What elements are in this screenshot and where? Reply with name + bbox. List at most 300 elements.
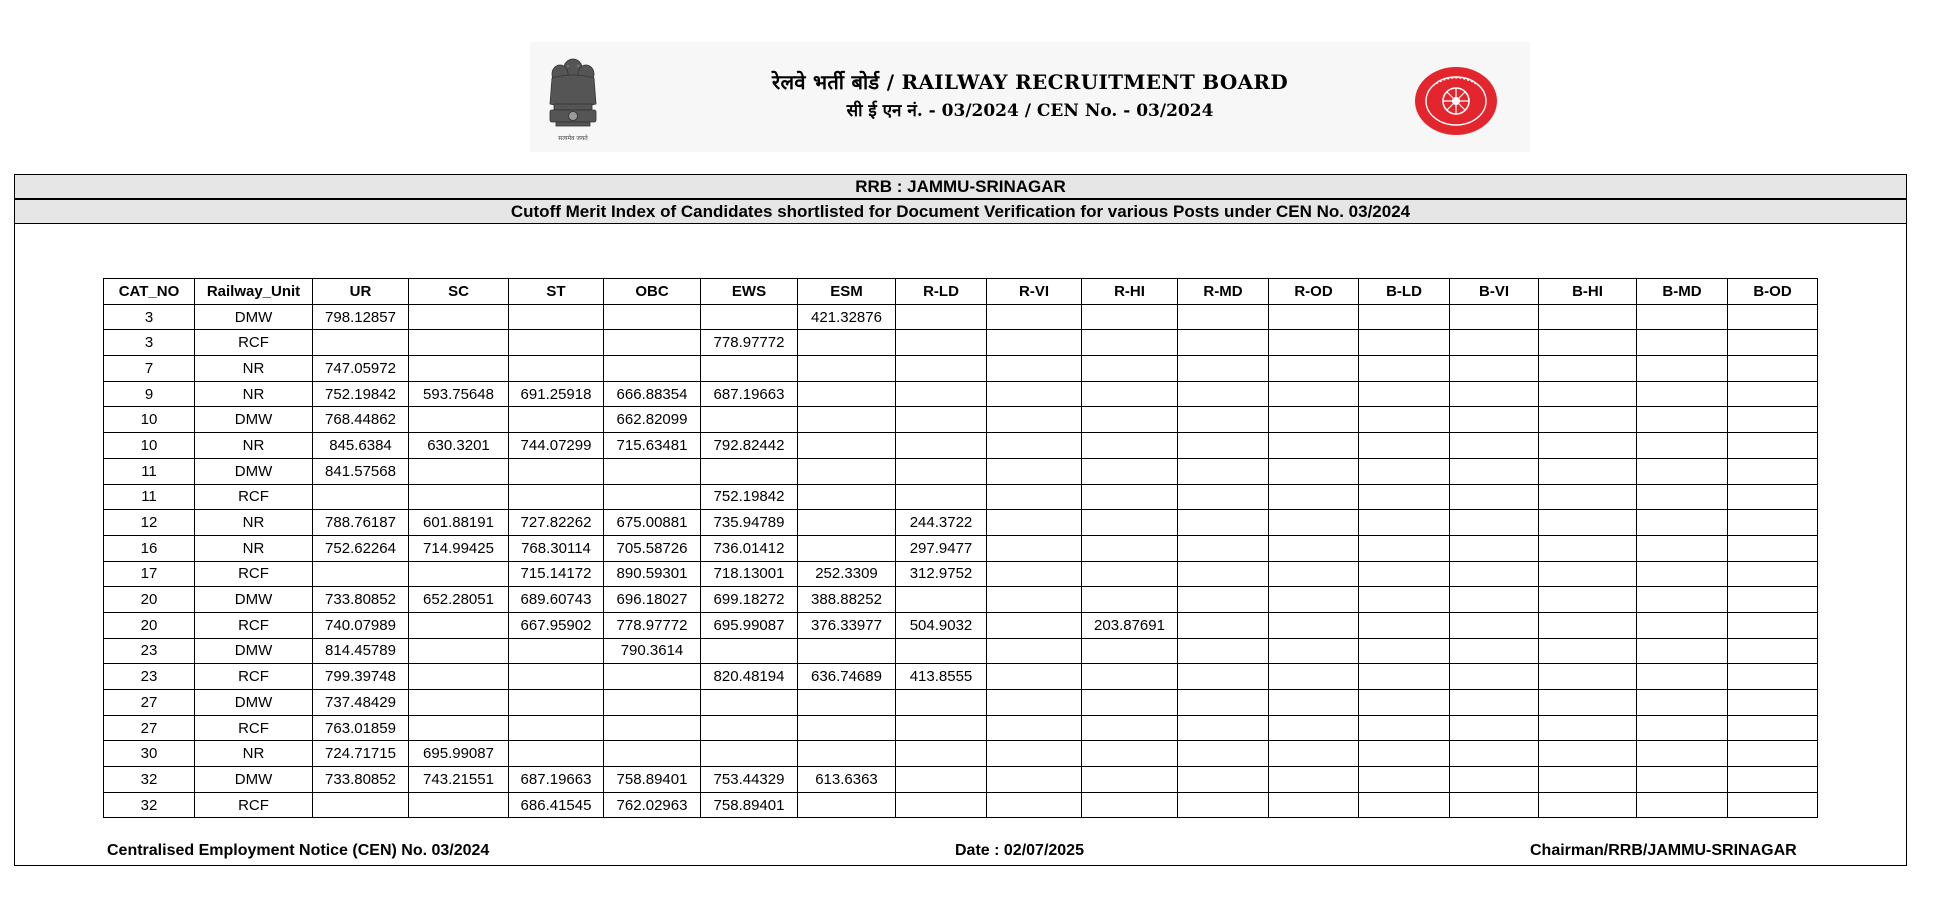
table-cell [1637,715,1728,741]
table-cell: 733.80852 [313,767,409,793]
table-cell [1450,715,1539,741]
table-cell: 735.94789 [701,510,798,536]
table-cell: 3 [104,304,195,330]
table-cell [1359,510,1450,536]
table-cell: 705.58726 [604,535,701,561]
table-cell: RCF [195,792,313,818]
table-cell [1269,664,1359,690]
table-cell [1450,433,1539,459]
table-cell [701,356,798,382]
table-cell [1539,433,1637,459]
table-row [104,690,1818,716]
table-row [104,407,1818,433]
table-cell [701,407,798,433]
table-cell: 699.18272 [701,587,798,613]
table-cell [1269,510,1359,536]
table-cell [987,407,1082,433]
table-cell [1637,458,1728,484]
header-band [530,42,1530,152]
table-cell [798,638,896,664]
table-cell: 758.89401 [701,792,798,818]
table-cell [509,715,604,741]
table-cell [509,356,604,382]
table-cell: 715.14172 [509,561,604,587]
table-cell [987,484,1082,510]
table-cell: NR [195,381,313,407]
table-cell [1728,330,1818,356]
table-cell: 841.57568 [313,458,409,484]
table-cell [1178,381,1269,407]
table-cell [1539,638,1637,664]
footer-date: Date : 02/07/2025 [955,842,1084,859]
table-cell: 727.82262 [509,510,604,536]
table-cell [896,792,987,818]
table-cell: DMW [195,638,313,664]
table-cell: 724.71715 [313,741,409,767]
table-cell [1728,433,1818,459]
table-cell [1082,433,1178,459]
table-cell [509,741,604,767]
table-cell [1539,484,1637,510]
table-cell: 601.88191 [409,510,509,536]
table-cell [1450,612,1539,638]
table-cell: 388.88252 [798,587,896,613]
table-cell [313,484,409,510]
table-cell: 312.9752 [896,561,987,587]
table-cell [1359,638,1450,664]
table-cell: 252.3309 [798,561,896,587]
table-cell [1082,510,1178,536]
table-row [104,356,1818,382]
table-cell [896,458,987,484]
table-cell [1178,561,1269,587]
table-cell [1728,484,1818,510]
table-row [104,767,1818,793]
table-cell: DMW [195,304,313,330]
table-cell [1178,664,1269,690]
table-cell [1728,741,1818,767]
table-cell [409,407,509,433]
table-cell: 715.63481 [604,433,701,459]
table-cell: 744.07299 [509,433,604,459]
column-header-b-md: B-MD [1637,279,1728,305]
table-cell: DMW [195,690,313,716]
table-cell [896,690,987,716]
table-cell [1637,664,1728,690]
table-cell [1539,715,1637,741]
table-cell: 11 [104,458,195,484]
table-cell [1178,407,1269,433]
table-cell [1269,767,1359,793]
table-cell [987,381,1082,407]
table-cell [798,741,896,767]
table-cell [1178,458,1269,484]
table-cell [896,741,987,767]
table-cell: 752.19842 [701,484,798,510]
table-cell: 662.82099 [604,407,701,433]
table-cell [1450,690,1539,716]
table-cell [1178,587,1269,613]
table-cell: RCF [195,561,313,587]
table-cell [509,330,604,356]
table-cell: 17 [104,561,195,587]
table-cell: 696.18027 [604,587,701,613]
table-cell [1269,356,1359,382]
table-cell [1450,407,1539,433]
table-cell: 820.48194 [701,664,798,690]
table-cell [896,330,987,356]
table-cell: 762.02963 [604,792,701,818]
table-cell [1082,561,1178,587]
table-cell [1728,587,1818,613]
table-cell [1359,356,1450,382]
table-cell [1359,664,1450,690]
table-cell: 788.76187 [313,510,409,536]
table-cell [1359,792,1450,818]
table-cell: 890.59301 [604,561,701,587]
table-cell: 799.39748 [313,664,409,690]
emblem-caption: सत्यमेव जयते [558,135,588,142]
table-cell: 763.01859 [313,715,409,741]
table-cell [1359,381,1450,407]
table-cell [1178,356,1269,382]
table-cell [604,458,701,484]
table-cell [1728,356,1818,382]
table-row [104,638,1818,664]
table-cell [1178,304,1269,330]
table-cell [1082,741,1178,767]
column-header-cat-no: CAT_NO [104,279,195,305]
column-header-st: ST [509,279,604,305]
table-cell [1450,356,1539,382]
table-cell [1178,484,1269,510]
table-cell [896,356,987,382]
table-cell [1082,690,1178,716]
table-cell: 666.88354 [604,381,701,407]
table-cell [604,356,701,382]
table-cell [987,664,1082,690]
table-cell [987,587,1082,613]
table-cell [1539,792,1637,818]
table-row [104,535,1818,561]
column-header-b-hi: B-HI [1539,279,1637,305]
table-cell [1450,767,1539,793]
table-cell [1082,330,1178,356]
table-cell: 689.60743 [509,587,604,613]
table-cell [1637,407,1728,433]
table-cell [896,715,987,741]
table-cell [1539,510,1637,536]
table-cell: 32 [104,767,195,793]
table-cell [1082,792,1178,818]
table-cell [409,715,509,741]
table-cell [1637,741,1728,767]
table-cell [987,535,1082,561]
table-cell [798,458,896,484]
table-cell [701,690,798,716]
table-cell [1269,587,1359,613]
table-cell [1359,741,1450,767]
table-header-row [104,279,1818,305]
table-cell [1359,561,1450,587]
column-header-b-vi: B-VI [1450,279,1539,305]
table-cell [1539,587,1637,613]
table-cell: 758.89401 [604,767,701,793]
table-cell [509,304,604,330]
table-cell: 27 [104,690,195,716]
table-cell [1450,381,1539,407]
table-cell: 747.05972 [313,356,409,382]
table-cell [1539,612,1637,638]
table-cell: 737.48429 [313,690,409,716]
table-cell [409,561,509,587]
table-cell [1269,433,1359,459]
table-body [104,304,1818,818]
table-cell [1450,587,1539,613]
table-cell: 768.44862 [313,407,409,433]
table-cell [1082,304,1178,330]
notice-title: Cutoff Merit Index of Candidates shortlisted for Document Verification for various Posts under CEN No. 03/2024 [14,199,1907,224]
table-cell [1269,304,1359,330]
table-cell [1269,612,1359,638]
column-header-esm: ESM [798,279,896,305]
table-cell [1728,407,1818,433]
table-cell [1269,690,1359,716]
table-cell: 743.21551 [409,767,509,793]
table-cell: 32 [104,792,195,818]
table-cell: 733.80852 [313,587,409,613]
table-cell: DMW [195,767,313,793]
table-cell [313,330,409,356]
table-cell [509,484,604,510]
table-cell: 790.3614 [604,638,701,664]
table-cell [1728,664,1818,690]
table-cell [1539,356,1637,382]
table-cell [509,407,604,433]
table-cell [1539,561,1637,587]
table-cell [1450,535,1539,561]
table-cell [1539,381,1637,407]
table-cell [509,690,604,716]
table-cell [798,407,896,433]
table-cell [1082,638,1178,664]
table-cell [1269,535,1359,561]
table-cell [987,741,1082,767]
table-cell [987,330,1082,356]
table-cell: 714.99425 [409,535,509,561]
table-cell [701,638,798,664]
table-cell [1637,304,1728,330]
table-cell [313,792,409,818]
table-cell [1269,407,1359,433]
table-cell: 695.99087 [409,741,509,767]
table-cell: 27 [104,715,195,741]
table-cell [604,664,701,690]
table-cell [987,792,1082,818]
table-cell: 10 [104,407,195,433]
table-cell: 687.19663 [509,767,604,793]
table-cell [509,664,604,690]
table-cell [1450,664,1539,690]
table-cell [1269,458,1359,484]
table-cell [1728,458,1818,484]
table-cell: 11 [104,484,195,510]
table-cell [1178,535,1269,561]
table-cell [1637,587,1728,613]
table-cell [798,510,896,536]
table-cell [1728,767,1818,793]
table-cell [313,561,409,587]
table-cell: 752.19842 [313,381,409,407]
table-cell [896,767,987,793]
table-cell [409,330,509,356]
table-cell: 778.97772 [701,330,798,356]
table-cell [896,304,987,330]
table-cell [1539,330,1637,356]
table-cell [409,792,509,818]
table-cell [798,330,896,356]
table-cell [1178,715,1269,741]
table-cell [798,535,896,561]
table-row [104,433,1818,459]
table-cell [1539,304,1637,330]
column-header-b-ld: B-LD [1359,279,1450,305]
table-cell [1539,407,1637,433]
table-cell: 752.62264 [313,535,409,561]
table-cell [1269,561,1359,587]
table-cell [1082,484,1178,510]
table-cell: 376.33977 [798,612,896,638]
table-cell: NR [195,510,313,536]
table-cell [604,484,701,510]
table-cell: 630.3201 [409,433,509,459]
column-header-sc: SC [409,279,509,305]
table-cell [987,690,1082,716]
column-header-r-hi: R-HI [1082,279,1178,305]
table-cell: DMW [195,407,313,433]
table-cell [509,458,604,484]
table-cell [1728,381,1818,407]
table-cell: 12 [104,510,195,536]
table-cell: 687.19663 [701,381,798,407]
table-cell [1178,612,1269,638]
table-cell: 695.99087 [701,612,798,638]
table-cell [1539,535,1637,561]
table-cell: 421.32876 [798,304,896,330]
table-cell: 30 [104,741,195,767]
table-cell: 686.41545 [509,792,604,818]
table-cell [604,304,701,330]
table-cell [1728,638,1818,664]
header-title: रेलवे भर्ती बोर्ड / RAILWAY RECRUITMENT BOARD [772,70,1288,94]
table-cell: RCF [195,612,313,638]
table-cell [798,715,896,741]
table-cell: 845.6384 [313,433,409,459]
table-cell [1637,690,1728,716]
table-cell [1539,767,1637,793]
table-cell: 736.01412 [701,535,798,561]
column-header-r-md: R-MD [1178,279,1269,305]
table-cell: 297.9477 [896,535,987,561]
table-cell: 244.3722 [896,510,987,536]
table-cell [987,304,1082,330]
table-cell [987,715,1082,741]
table-cell [987,638,1082,664]
table-cell: 636.74689 [798,664,896,690]
table-cell [1637,433,1728,459]
table-cell [1450,510,1539,536]
table-cell: 20 [104,587,195,613]
table-row [104,330,1818,356]
table-cell [1359,715,1450,741]
table-cell: 23 [104,638,195,664]
table-cell: 798.12857 [313,304,409,330]
table-cell [1178,638,1269,664]
table-row [104,484,1818,510]
table-cell: 413.8555 [896,664,987,690]
table-cell [1082,587,1178,613]
table-cell: RCF [195,664,313,690]
table-cell [701,304,798,330]
table-cell [1082,381,1178,407]
table-cell: RCF [195,484,313,510]
table-cell: 691.25918 [509,381,604,407]
indian-railways-logo-icon [1413,66,1499,136]
table-cell [1450,561,1539,587]
cutoff-table [103,278,1818,818]
column-header-ews: EWS [701,279,798,305]
table-cell [701,715,798,741]
table-cell [1359,587,1450,613]
table-cell: 3 [104,330,195,356]
table-cell [1178,792,1269,818]
table-cell [798,356,896,382]
table-cell: 16 [104,535,195,561]
table-cell [509,638,604,664]
table-cell [1728,535,1818,561]
table-cell [896,638,987,664]
table-cell: 778.97772 [604,612,701,638]
table-cell [1178,330,1269,356]
table-cell: 675.00881 [604,510,701,536]
table-cell [1359,690,1450,716]
table-cell [1637,381,1728,407]
table-cell [1450,458,1539,484]
table-cell [798,433,896,459]
table-cell: 10 [104,433,195,459]
table-cell [1450,330,1539,356]
table-cell [1082,407,1178,433]
header-cen-number: सी ई एन नं. - 03/2024 / CEN No. - 03/2024 [846,101,1214,121]
table-cell [1728,690,1818,716]
table-cell: 753.44329 [701,767,798,793]
table-cell [1359,407,1450,433]
table-cell: NR [195,535,313,561]
table-cell [1269,330,1359,356]
table-cell [1359,458,1450,484]
column-header-ur: UR [313,279,409,305]
table-cell: NR [195,356,313,382]
table-cell [701,741,798,767]
table-cell [1728,792,1818,818]
table-row [104,792,1818,818]
table-cell [798,381,896,407]
table-cell [1359,612,1450,638]
table-cell: 613.6363 [798,767,896,793]
table-cell [1450,741,1539,767]
table-cell [798,792,896,818]
table-row [104,587,1818,613]
